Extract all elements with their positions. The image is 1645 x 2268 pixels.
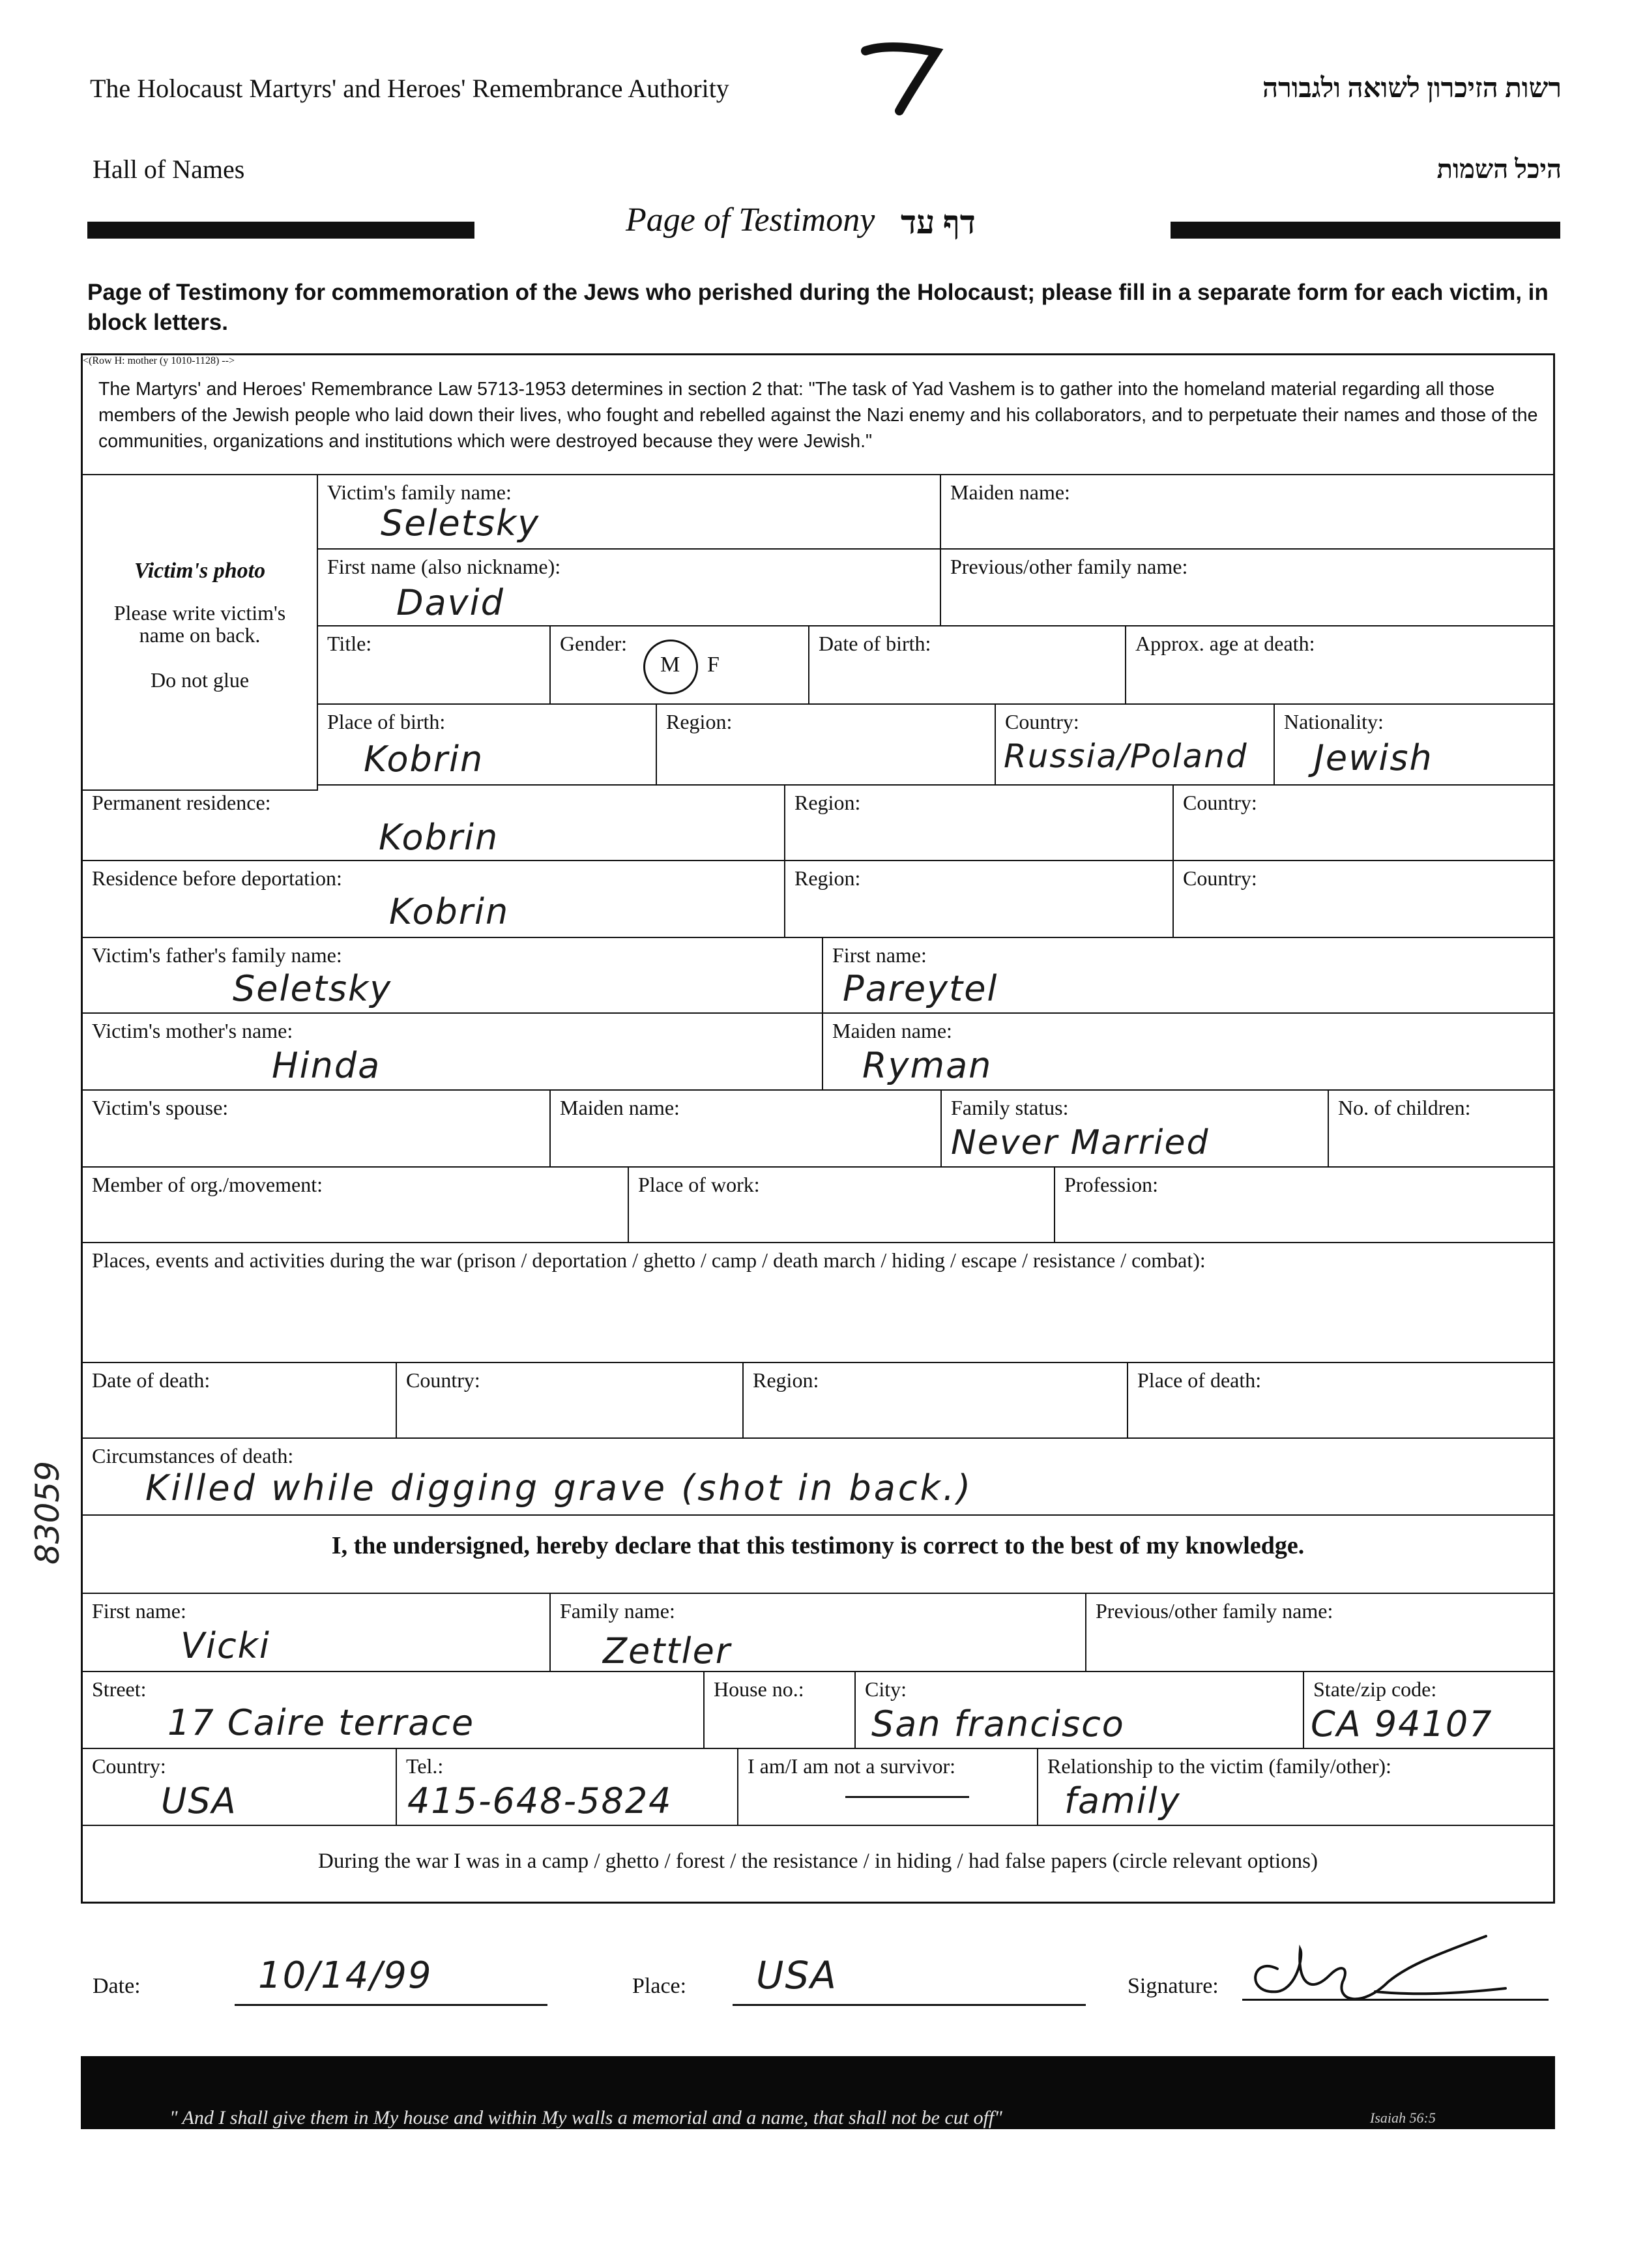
birth-country-field[interactable]: Country: Russia/Poland	[996, 705, 1275, 786]
first-name-field[interactable]: First name (also nickname): David	[318, 550, 941, 626]
deportation-country-field[interactable]: Country:	[1174, 861, 1555, 938]
permanent-country-field[interactable]: Country:	[1174, 786, 1555, 861]
previous-family-name-field[interactable]: Previous/other family name:	[941, 550, 1555, 626]
first-name-value: David	[396, 582, 504, 623]
header-bar-left	[87, 222, 474, 239]
footer-quote-source: Isaiah 56:5	[1370, 2110, 1436, 2126]
death-country-field[interactable]: Country:	[397, 1363, 744, 1439]
state-zip-value: CA 94107	[1311, 1703, 1493, 1745]
mother-maiden-name-value: Ryman	[862, 1045, 993, 1086]
signature-label: Signature:	[1128, 1974, 1219, 1998]
gender-field[interactable]: Gender: M F	[551, 626, 809, 705]
family-status-field[interactable]: Family status: Never Married	[942, 1091, 1329, 1168]
date-of-birth-field[interactable]: Date of birth:	[809, 626, 1126, 705]
hall-of-names-english: Hall of Names	[93, 155, 245, 184]
place-of-death-field[interactable]: Place of death:	[1128, 1363, 1555, 1439]
relationship-value: family	[1064, 1780, 1181, 1821]
place-value: USA	[756, 1953, 837, 1997]
street-field[interactable]: Street: 17 Caire terrace	[83, 1672, 705, 1749]
street-value: 17 Caire terrace	[167, 1702, 475, 1743]
testimony-form: The Martyrs' and Heroes' Remembrance Law 5713-1953 determines in section 2 that: "The task of Yad Vashem is to gather into the homeland material regarding all those members of the Jewish people who laid down their lives, who fought and rebelled against the Nazi enemy and his collaborators, and to perpetuate their names and those of the communities, organizations and institutions which were destroyed because they were Jewish." Victim's photo Please write victim's name on back. Do not glue Victim's family name: Seletsky Maiden name: First name (also nickname): David Previous/other family name: Title: Gender: M F Date of birth: Approx. age at death: Place of birth: Kobrin Region: Country: Russia/Poland Nationality: Jewish Permanent residence: Kobrin Region: Country: Residence before deportation: Kobrin Region: Country: Victim's father's family name: Seletsky First name: Pareytel <(Row H: mother (y 1010-1128) --> Victim's mother's name: Hinda Maiden name: Ryman Victim's spouse: Maiden name: Family status: Never Married No. of children: Member of org./movement: Place of work: Profession: Places, events and activities during the war (prison / deportation / ghetto / camp / death march / hiding / escape / resistance / combat): Date of death: Country: Region: Place of death: Circumstances of death: Killed while digging grave (shot in back.) I, the undersigned, hereby declare that this testimony is correct to the best of my knowledge. First name: Vicki Family name: Zettler Previous/other family name: Street: 17 Caire terrace House no.: City: San francisco State/zip code: CA 94107 Country: USA Tel.: 415-648-5824 I am/I am not a survivor: Relationship to the victim (family/other): family During the war I was in a camp / ghetto / forest / the resistance / in hiding / had false papers (circle relevant options)	[81, 353, 1555, 1904]
submitter-previous-name-field[interactable]: Previous/other family name:	[1086, 1594, 1555, 1672]
submitter-country-field[interactable]: Country: USA	[83, 1749, 397, 1826]
side-reference-number: 83059	[29, 1460, 66, 1565]
birth-region-field[interactable]: Region:	[657, 705, 996, 786]
maiden-name-field[interactable]: Maiden name:	[941, 475, 1555, 550]
declaration-text: I, the undersigned, hereby declare that this testimony is correct to the best of my knowledge.	[331, 1532, 1305, 1559]
residence-before-deportation-field[interactable]: Residence before deportation: Kobrin	[83, 861, 785, 938]
mother-name-field[interactable]: Victim's mother's name: Hinda	[83, 1014, 823, 1091]
nationality-value: Jewish	[1314, 737, 1433, 778]
handwritten-top-mark	[859, 38, 944, 116]
intro-text: Page of Testimony for commemoration of the Jews who perished during the Holocaust; please fill in a separate form for each victim, in block letters.	[87, 280, 1549, 335]
date-value: 10/14/99	[258, 1954, 433, 1997]
title-field[interactable]: Title:	[318, 626, 551, 705]
father-family-name-value: Seletsky	[233, 968, 392, 1009]
spouse-maiden-name-field[interactable]: Maiden name:	[551, 1091, 942, 1168]
header-bar-right	[1171, 222, 1560, 239]
residence-before-deportation-value: Kobrin	[389, 891, 510, 932]
photo-no-glue: Do not glue	[150, 668, 250, 692]
gender-male[interactable]: M	[660, 653, 680, 677]
death-region-field[interactable]: Region:	[744, 1363, 1128, 1439]
place-of-work-field[interactable]: Place of work:	[629, 1168, 1055, 1243]
org-name-english: The Holocaust Martyrs' and Heroes' Remembrance Authority	[90, 74, 729, 103]
victim-photo-box	[83, 475, 318, 791]
permanent-region-field[interactable]: Region:	[785, 786, 1174, 861]
submitter-family-name-field[interactable]: Family name: Zettler	[551, 1594, 1086, 1672]
mother-maiden-name-field[interactable]: Maiden name: Ryman	[823, 1014, 1555, 1091]
father-first-name-field[interactable]: First name: Pareytel	[823, 938, 1555, 1014]
law-text: The Martyrs' and Heroes' Remembrance Law 5713-1953 determines in section 2 that: "The task of Yad Vashem is to gather into the homeland material regarding all those members of the Jewish people who laid down their lives, who fought and rebelled against the Nazi enemy and his collaborators, and to perpetuate their names and those of the communities, organizations and institutions which were destroyed because they were Jewish."	[83, 355, 1553, 475]
signature-underline	[1242, 1999, 1549, 2001]
circumstances-value: Killed while digging grave (shot in back.)	[145, 1467, 974, 1509]
hall-of-names-hebrew: היכל השמות	[1436, 155, 1562, 184]
date-of-death-field[interactable]: Date of death:	[83, 1363, 397, 1439]
photo-title: Victim's photo	[134, 559, 266, 583]
place-label: Place:	[632, 1974, 687, 1998]
city-field[interactable]: City: San francisco	[856, 1672, 1304, 1749]
telephone-value: 415-648-5824	[407, 1780, 673, 1821]
family-name-field[interactable]: Victim's family name: Seletsky	[318, 475, 941, 550]
profession-field[interactable]: Profession:	[1055, 1168, 1555, 1243]
place-underline	[733, 2004, 1086, 2006]
father-first-name-value: Pareytel	[843, 968, 998, 1009]
submitter-country-value: USA	[161, 1780, 237, 1821]
birth-country-value: Russia/Poland	[1004, 737, 1248, 775]
telephone-field[interactable]: Tel.: 415-648-5824	[397, 1749, 738, 1826]
mother-name-value: Hinda	[272, 1045, 381, 1086]
house-number-field[interactable]: House no.:	[705, 1672, 856, 1749]
city-value: San francisco	[871, 1703, 1125, 1745]
relationship-field[interactable]: Relationship to the victim (family/other): family	[1038, 1749, 1555, 1826]
submitter-family-name-value: Zettler	[603, 1630, 731, 1672]
deportation-region-field[interactable]: Region:	[785, 861, 1174, 938]
father-family-name-field[interactable]: Victim's father's family name: Seletsky	[83, 938, 823, 1014]
page-title: Page of Testimony	[626, 201, 875, 239]
places-events-field[interactable]: Places, events and activities during the war (prison / deportation / ghetto / camp / death march / hiding / escape / resistance / combat):	[83, 1243, 1555, 1363]
permanent-residence-field[interactable]: Permanent residence: Kobrin	[83, 786, 785, 861]
permanent-residence-value: Kobrin	[379, 817, 499, 858]
nationality-field[interactable]: Nationality: Jewish	[1275, 705, 1555, 786]
family-name-value: Seletsky	[381, 503, 540, 544]
submitter-first-name-field[interactable]: First name: Vicki	[83, 1594, 551, 1672]
page-title-hebrew: דף עד	[901, 204, 976, 241]
family-status-value: Never Married	[951, 1123, 1210, 1162]
place-of-birth-field[interactable]: Place of birth: Kobrin	[318, 705, 657, 786]
spouse-field[interactable]: Victim's spouse:	[83, 1091, 551, 1168]
survivor-field[interactable]: I am/I am not a survivor:	[738, 1749, 1038, 1826]
wartime-options-text: During the war I was in a camp / ghetto / forest / the resistance / in hiding / had false papers (circle relevant options)	[317, 1849, 1318, 1873]
photo-instruction: Please write victim's name on back.	[113, 601, 286, 647]
place-of-birth-value: Kobrin	[364, 739, 484, 780]
member-org-field[interactable]: Member of org./movement:	[83, 1168, 629, 1243]
org-name-hebrew: רשות הזיכרון לשואה ולגבורה	[1262, 74, 1562, 104]
survivor-blank-line	[845, 1796, 969, 1798]
date-label: Date:	[93, 1974, 141, 1998]
footer-quote: " And I shall give them in My house and within My walls a memorial and a name, that shall not be cut off"	[169, 2107, 1002, 2128]
circumstances-field[interactable]: Circumstances of death: Killed while digging grave (shot in back.)	[83, 1439, 1555, 1516]
signature-mark	[1238, 1930, 1512, 2014]
age-at-death-field[interactable]: Approx. age at death:	[1126, 626, 1555, 705]
state-zip-field[interactable]: State/zip code: CA 94107	[1304, 1672, 1555, 1749]
submitter-first-name-value: Vicki	[181, 1625, 270, 1666]
number-of-children-field[interactable]: No. of children:	[1329, 1091, 1555, 1168]
date-underline	[235, 2004, 547, 2006]
gender-female[interactable]: F	[707, 653, 720, 677]
